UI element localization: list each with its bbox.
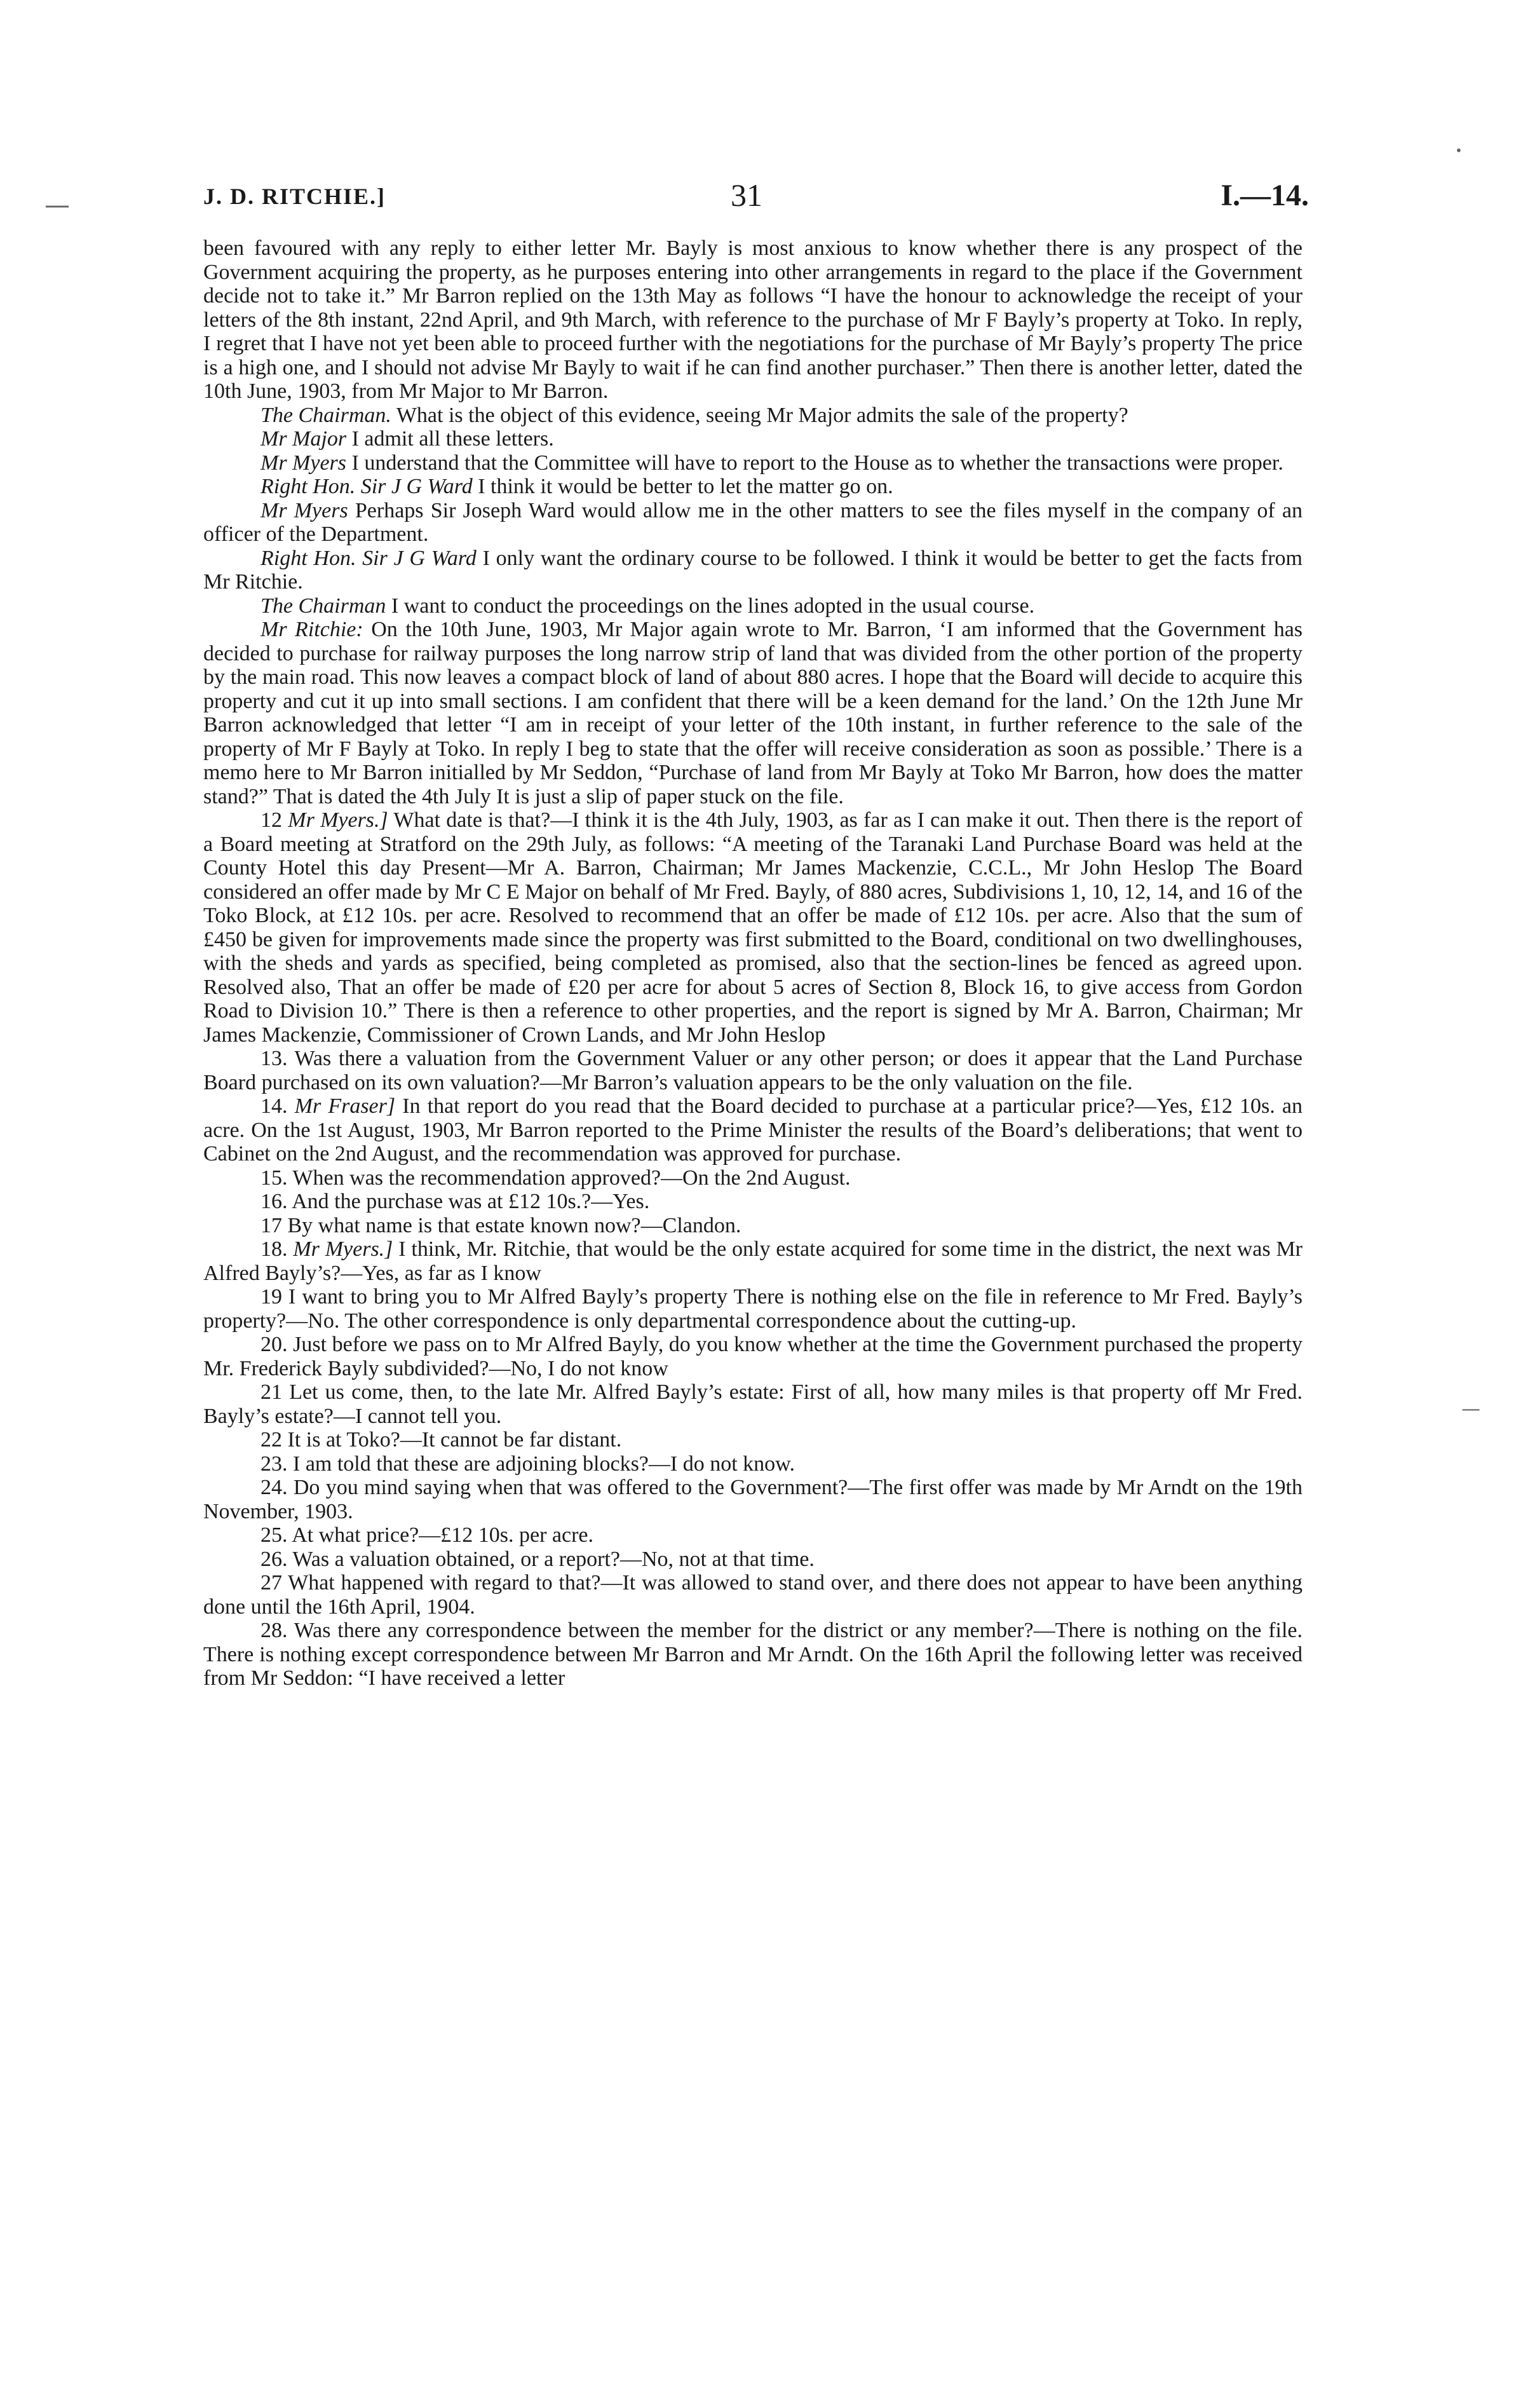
- paragraph: 19 I want to bring you to Mr Alfred Bayly’s property There is nothing else on the file in reference to Mr Fred. Bayly’s property?—No. The other correspondence is only departmental correspondence about the cutting-up.: [203, 1285, 1303, 1333]
- speaker: The Chairman.: [261, 403, 391, 427]
- paragraph: Mr Myers I understand that the Committee will have to report to the House as to whether the transactions were proper.: [261, 451, 1283, 475]
- question-number: 28.: [261, 1619, 288, 1642]
- paragraph: Right Hon. Sir J G Ward I think it would be better to let the matter go on.: [261, 475, 893, 498]
- speaker: Right Hon. Sir J G Ward: [261, 546, 477, 570]
- paragraph: 17 By what name is that estate known now?—Clandon.: [261, 1213, 741, 1237]
- paragraph: Mr Major I admit all these letters.: [261, 427, 554, 451]
- paragraph: Mr Ritchie: On the 10th June, 1903, Mr Major again wrote to Mr. Barron, ‘I am informed that the Government has decided to purchase for railway purposes the long narrow strip of land that was divided from the other portion of the property by the main road. This now leaves a compact block of land of about 880 acres. I hope that the Board will decide to acquire this property and cut it up into small sections. I am confident that there will be a keen demand for the land.’ On the 12th June Mr Barron acknowledged that letter “I am in receipt of your letter of the 10th instant, in further reference to the sale of the property of Mr F Bayly at Toko. In reply I beg to state that the offer will receive consideration as soon as possible.’ There is a memo here to Mr Barron initialled by Mr Seddon, “Purchase of land from Mr Bayly at Toko Mr Barron, how does the matter stand?” That is dated the 4th July It is just a slip of paper stuck on the file.: [203, 618, 1303, 808]
- margin-mark: —: [1461, 1398, 1480, 1420]
- header-right: I.—14.: [1221, 179, 1309, 212]
- paragraph: The Chairman. What is the object of this evidence, seeing Mr Major admits the sale of the property?: [261, 403, 1128, 427]
- body-text: [203, 236, 1303, 1690]
- paragraph: 21 Let us come, then, to the late Mr. Alfred Bayly’s estate: First of all, how many miles is that property off Mr Fred. Bayly’s estate?—I cannot tell you.: [203, 1380, 1303, 1428]
- speaker: Mr Myers: [261, 498, 348, 522]
- speaker: Mr Myers.]: [293, 1237, 393, 1261]
- paragraph: 23. I am told that these are adjoining blocks?—I do not know.: [261, 1452, 795, 1476]
- paragraph: 18. Mr Myers.] I think, Mr. Ritchie, that would be the only estate acquired for some time in the district, the next was Mr Alfred Bayly’s?—Yes, as far as I know: [203, 1237, 1303, 1285]
- paragraph: been favoured with any reply to either letter Mr. Bayly is most anxious to know whether there is any prospect of the Government acquiring the property, as he purposes entering into other arrangements in regard to the place if the Government decide not to take it.” Mr Barron replied on the 13th May as follows “I have the honour to acknowledge the receipt of your letters of the 8th instant, 22nd April, and 9th March, with reference to the purchase of Mr F Bayly’s property at Toko. In reply, I regret that I have not yet been able to proceed further with the negotiations for the purchase of Mr Bayly’s property The price is a high one, and I should not advise Mr Bayly to wait if he can find another purchaser.” Then there is another letter, dated the 10th June, 1903, from Mr Major to Mr Barron.: [203, 236, 1303, 403]
- question-number: 12: [261, 808, 282, 832]
- paragraph: 25. At what price?—£12 10s. per acre.: [261, 1523, 593, 1547]
- paragraph: 16. And the purchase was at £12 10s.?—Yes.: [261, 1190, 650, 1213]
- paragraph: Mr Myers Perhaps Sir Joseph Ward would allow me in the other matters to see the files myself in the company of an officer of the Department.: [203, 498, 1303, 546]
- speaker: Mr Ritchie:: [261, 618, 363, 641]
- question-number: 23.: [261, 1452, 288, 1476]
- paragraph: 24. Do you mind saying when that was offered to the Government?—The first offer was made by Mr Arndt on the 19th November, 1903.: [203, 1476, 1303, 1523]
- question-number: 15.: [261, 1166, 288, 1190]
- paragraph: 28. Was there any correspondence between the member for the district or any member?—There is nothing on the file. There is nothing except correspondence between Mr Barron and Mr Arndt. On the 16th April the following letter was received from Mr Seddon: “I have received a letter: [203, 1619, 1303, 1690]
- question-number: 26.: [261, 1547, 288, 1571]
- paragraph: 13. Was there a valuation from the Government Valuer or any other person; or does it appear that the Land Purchase Board purchased on its own valuation?—Mr Barron’s valuation appears to be the only valuation on the file.: [203, 1047, 1303, 1094]
- paragraph: 22 It is at Toko?—It cannot be far distant.: [261, 1428, 622, 1452]
- question-number: 20.: [261, 1333, 288, 1356]
- speaker: Mr Myers.]: [288, 808, 388, 832]
- question-number: 24.: [261, 1476, 288, 1499]
- paragraph: Right Hon. Sir J G Ward I only want the ordinary course to be followed. I think it would be better to get the facts from Mr Ritchie.: [203, 546, 1303, 594]
- margin-mark: —: [44, 191, 70, 220]
- speaker: Right Hon. Sir J G Ward: [261, 475, 473, 498]
- paragraph: 15. When was the recommendation approved?—On the 2nd August.: [261, 1166, 851, 1190]
- margin-mark: •: [1455, 143, 1463, 158]
- question-number: 16.: [261, 1190, 288, 1213]
- question-number: 13.: [261, 1047, 288, 1070]
- speaker: Mr Fraser]: [294, 1094, 396, 1118]
- question-number: 14.: [261, 1094, 288, 1118]
- speaker: Mr Major: [261, 427, 347, 451]
- question-number: 25.: [261, 1523, 288, 1547]
- paragraph: 14. Mr Fraser] In that report do you read that the Board decided to purchase at a particular price?—Yes, £12 10s. an acre. On the 1st August, 1903, Mr Barron reported to the Prime Minister the results of the Board’s deliberations; that went to Cabinet on the 2nd August, and the recommendation was approved for purchase.: [203, 1094, 1303, 1166]
- paragraph: The Chairman I want to conduct the proceedings on the lines adopted in the usual course.: [261, 594, 1035, 618]
- question-number: 18.: [261, 1237, 288, 1261]
- paragraph: 26. Was a valuation obtained, or a report?—No, not at that time.: [261, 1547, 815, 1571]
- question-number: 22: [261, 1428, 282, 1452]
- header-left: J. D. RITCHIE.]: [203, 184, 386, 209]
- paragraph: 12 Mr Myers.] What date is that?—I think it is the 4th July, 1903, as far as I can make it out. Then there is the report of a Board meeting at Stratford on the 29th July, as follows: “A meeting of the Taranaki Land Purchase Board was held at the County Hotel this day Present—Mr A. Barron, Chairman; Mr James Mackenzie, C.C.L., Mr John Heslop The Board considered an offer made by Mr C E Major on behalf of Mr Fred. Bayly, of 880 acres, Subdivisions 1, 10, 12, 14, and 16 of the Toko Block, at £12 10s. per acre. Resolved to recommend that an offer be made of £12 10s. per acre. Also that the sum of £450 be given for improvements made since the property was first submitted to the Board, conditional on two dwellinghouses, with the sheds and yards as specified, being completed as promised, also that the section-lines be fenced as agreed upon. Resolved also, That an offer be made of £20 per acre for about 5 acres of Section 8, Block 16, to give access from Gordon Road to Division 10.” There is then a reference to other properties, and the report is signed by Mr A. Barron, Chairman; Mr James Mackenzie, Commissioner of Crown Lands, and Mr John Heslop: [203, 808, 1303, 1047]
- question-number: 27: [261, 1571, 282, 1595]
- question-number: 19: [261, 1285, 282, 1309]
- speaker: The Chairman: [261, 594, 386, 618]
- question-number: 21: [261, 1380, 282, 1404]
- page-number: 31: [731, 177, 762, 213]
- speaker: Mr Myers: [261, 451, 347, 475]
- paragraph: 20. Just before we pass on to Mr Alfred Bayly, do you know whether at the time the Government purchased the property Mr. Frederick Bayly subdivided?—No, I do not know: [203, 1333, 1303, 1380]
- paragraph: 27 What happened with regard to that?—It was allowed to stand over, and there does not appear to have been anything done until the 16th April, 1904.: [203, 1571, 1303, 1619]
- question-number: 17: [261, 1213, 282, 1237]
- page-header: [203, 178, 1309, 216]
